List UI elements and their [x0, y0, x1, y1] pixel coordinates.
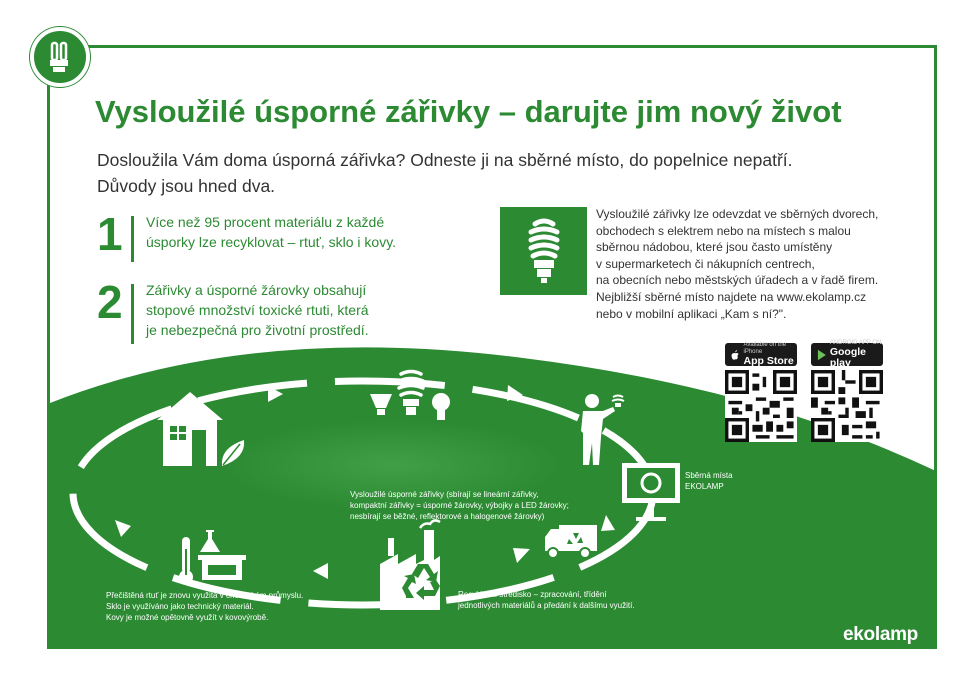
center-line: kompaktní zářivky = úsporné žárovky, výbojky a LED žárovky; [350, 501, 569, 510]
reason-1 [97, 208, 397, 262]
google-play-small-label: ANDROID APP ON [829, 340, 882, 346]
reason-text [146, 212, 396, 252]
reuse-line: Sklo je využíváno jako technický materiál. [106, 602, 254, 611]
qr-code-icon[interactable] [725, 370, 797, 442]
app-store-small-label: Available on the iPhone [743, 342, 787, 355]
brand-logo: ekolamp [843, 624, 918, 645]
reason-line: úsporky lze recyklovat – rtuť, sklo i kovy. [146, 234, 397, 250]
info-line: sběrnou nádobou, které jsou často umístěny [596, 240, 833, 255]
intro-line: Důvody jsou hned dva. [97, 176, 276, 196]
person-icon [577, 393, 627, 467]
reason-line: je nebezpečná pro životní prostředí. [146, 322, 369, 338]
collection-point-label [685, 470, 765, 492]
reuse-line: Kovy je možné opětovně využít v kovovýrobě. [106, 613, 269, 622]
reason-line: Více než 95 procent materiálu z každé [146, 214, 385, 230]
bulb-logo-badge [30, 27, 90, 87]
house-icon [157, 390, 223, 470]
reason-divider [131, 284, 134, 344]
app-store-label: App Store [743, 355, 794, 367]
reuse-label [106, 590, 316, 623]
app-store-badge[interactable] [725, 343, 797, 366]
reason-line: Zářivky a úsporné žárovky obsahují [146, 282, 367, 298]
info-line: obchodech s elektrem nebo na místech s malou [596, 223, 851, 238]
reason-divider [131, 216, 134, 262]
info-line: v supermarketech či nákupních centrech, [596, 256, 815, 271]
center-line: nesbírají se běžné, reflektorové a halogenové žárovky) [350, 512, 545, 521]
bulbs-icon [368, 368, 454, 430]
center-line: Vysloužilé úsporné zářivky (sbírají se lineární zářivky, [350, 490, 539, 499]
info-line: na obecních nebo městských úřadech a v řadě firem. [596, 273, 879, 288]
pot-icon [198, 553, 246, 583]
info-line: Nejbližší sběrné místo najdete na www.ekolamp.cz [596, 289, 867, 304]
play-icon [817, 349, 826, 361]
google-play-label: Google play [829, 346, 867, 369]
cfl-bulb-icon [521, 216, 567, 286]
collection-box-icon [622, 463, 680, 523]
apple-icon [731, 349, 740, 361]
intro-line: Dosloužila Vám doma úsporná zářivka? Odneste ji na sběrné místo, do popelnice nepatří. [97, 150, 793, 170]
truck-icon [545, 525, 597, 559]
leaf-icon [220, 438, 246, 468]
reason-number: 1 [97, 208, 123, 260]
reuse-line: Přečištěná rtuť je znovu využita v chemickém průmyslu. [106, 591, 304, 600]
collection-info [596, 206, 926, 322]
thermometer-icon [178, 537, 194, 585]
google-play-badge[interactable] [811, 340, 883, 369]
info-line: Vysloužilé zářivky lze odevzdat ve sběrných dvorech, [596, 207, 879, 221]
page-title: Vysloužilé úsporné zářivky – darujte jim nový život [95, 94, 842, 129]
recycling-line: jednotlivých materiálů a předání k dalšímu využití. [458, 601, 635, 610]
reason-number: 2 [97, 276, 123, 328]
flask-icon [198, 530, 222, 554]
cfl-bulb-box [500, 207, 587, 295]
collection-line: Sběrná místa [685, 471, 733, 480]
collection-line: EKOLAMP [685, 482, 724, 491]
bulb-logo-icon [45, 40, 75, 74]
reason-text [146, 280, 369, 340]
intro-text [97, 147, 857, 199]
recycling-center-label [458, 589, 658, 611]
recycling-line: Recyklační středisko – zpracování, třídění [458, 590, 607, 599]
reason-2 [97, 276, 369, 344]
reason-line: stopové množství toxické rtuti, která [146, 302, 369, 318]
info-line: nebo v mobilní aplikaci „Kam s ní?". [596, 306, 787, 321]
qr-code-icon[interactable] [811, 370, 883, 442]
recycle-icon [400, 560, 446, 604]
